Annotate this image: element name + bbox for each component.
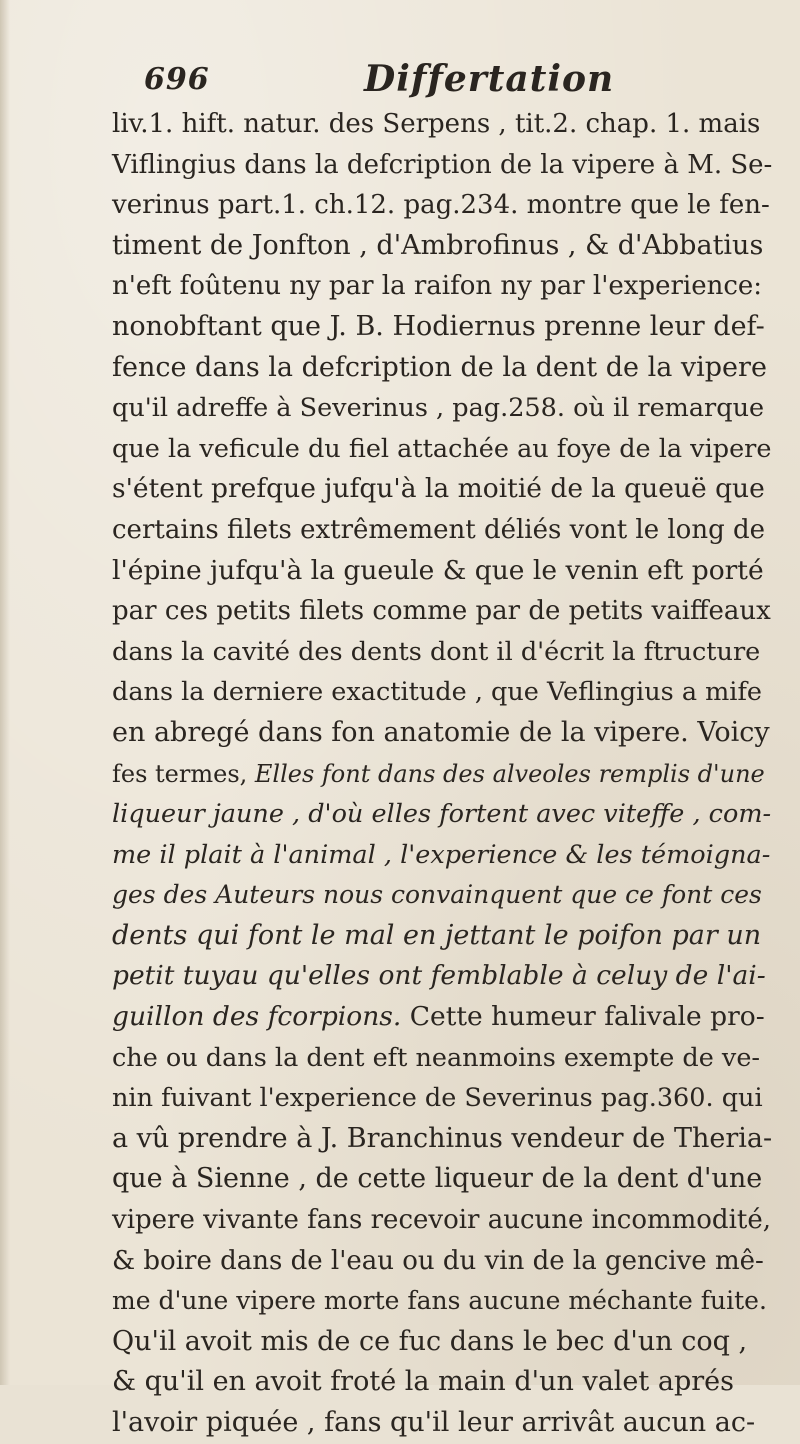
text-line-content: me d'une vipere morte fans aucune méchante fuite. bbox=[112, 1286, 767, 1316]
text-line bbox=[112, 591, 772, 632]
text-line-content: dents qui font le mal en jettant le poifon par un bbox=[112, 919, 762, 951]
text-line bbox=[112, 104, 772, 145]
text-line bbox=[112, 1119, 772, 1160]
text-line bbox=[112, 551, 772, 592]
text-line-content: nin fuivant l'experience de Severinus pag.360. qui bbox=[112, 1083, 763, 1114]
text-line bbox=[112, 145, 772, 186]
text-line-content: a vû prendre à J. Branchinus vendeur de Theria- bbox=[112, 1122, 773, 1154]
text-line bbox=[112, 348, 772, 389]
text-line bbox=[112, 1241, 772, 1282]
text-line bbox=[112, 1038, 772, 1079]
text-line bbox=[112, 713, 772, 754]
text-line bbox=[112, 1322, 772, 1363]
text-line-content: n'eft foûtenu ny par la raifon ny par l'experience: bbox=[112, 271, 763, 302]
text-line bbox=[112, 307, 772, 348]
text-line-content: s'étent prefque jufqu'à la moitié de la queuë que bbox=[112, 473, 765, 505]
text-line bbox=[112, 632, 772, 673]
text-line-content: guillon des fcorpions. bbox=[112, 1001, 402, 1033]
text-line-content: qu'il adreffe à Severinus , pag.258. où il remarque bbox=[112, 393, 765, 424]
text-line bbox=[112, 794, 772, 835]
text-line-content: & qu'il en avoit froté la main d'un valet aprés bbox=[112, 1366, 734, 1398]
text-line-content: Viflingius dans la defcription de la vipere à M. Se- bbox=[112, 149, 773, 180]
text-line-content: timent de Jonfton , d'Ambrofinus , & d'Abbatius bbox=[112, 229, 764, 261]
text-line bbox=[112, 1362, 772, 1403]
text-line-content: dans la cavité des dents dont il d'écrit la ftructure bbox=[112, 636, 761, 667]
text-line-content: l'épine jufqu'à la gueule & que le venin eft porté bbox=[112, 554, 764, 586]
text-line-content: liqueur jaune , d'où elles fortent avec viteffe , com- bbox=[112, 799, 772, 830]
text-line bbox=[112, 1078, 772, 1119]
text-line-content: que la veficule du fiel attachée au foye de la vipere bbox=[112, 433, 772, 464]
page-edge-shadow bbox=[0, 0, 10, 1385]
text-line-content: & boire dans de l'eau ou du vin de la gencive mê- bbox=[112, 1245, 764, 1276]
text-line-content: verinus part.1. ch.12. pag.234. montre que le fen- bbox=[112, 190, 770, 221]
text-line bbox=[112, 835, 772, 876]
text-line bbox=[112, 226, 772, 267]
text-line bbox=[112, 997, 772, 1038]
text-line-content: che ou dans la dent eft neanmoins exempte de ve- bbox=[112, 1042, 761, 1073]
text-line-content: nonobftant que J. B. Hodiernus prenne leur def- bbox=[112, 310, 765, 342]
text-line bbox=[112, 1159, 772, 1200]
text-line bbox=[112, 429, 772, 470]
page-number: 696 bbox=[144, 62, 210, 97]
text-line bbox=[112, 1281, 772, 1322]
text-line bbox=[112, 672, 772, 713]
text-line-content: par ces petits filets comme par de petits vaiffeaux bbox=[112, 596, 771, 627]
text-line-content: ges des Auteurs nous convainquent que ce font ces bbox=[112, 880, 762, 910]
body-text bbox=[112, 104, 772, 1444]
text-line-content: fes termes, bbox=[112, 759, 248, 788]
text-line bbox=[112, 956, 772, 997]
text-line-content: certains filets extrêmement déliés vont le long de bbox=[112, 514, 766, 545]
text-line-content: liv.1. hift. natur. des Serpens , tit.2. chap. 1. mais bbox=[112, 109, 761, 139]
text-line bbox=[112, 266, 772, 307]
text-line bbox=[112, 388, 772, 429]
text-line bbox=[112, 469, 772, 510]
text-line-content: petit tuyau qu'elles ont femblable à celuy de l'ai- bbox=[112, 960, 766, 992]
text-line bbox=[112, 754, 772, 795]
text-line bbox=[112, 916, 772, 957]
text-line bbox=[112, 510, 772, 551]
italic-quote-text: Elles font dans des alveoles remplis d'une bbox=[247, 759, 765, 788]
text-line-content: vipere vivante fans recevoir aucune incommodité, bbox=[112, 1205, 771, 1236]
text-line-content: que à Sienne , de cette liqueur de la dent d'une bbox=[112, 1163, 763, 1195]
text-line bbox=[112, 1403, 772, 1444]
running-title: Differtation bbox=[364, 58, 615, 100]
text-line bbox=[112, 185, 772, 226]
page-header bbox=[144, 58, 764, 102]
text-line bbox=[112, 875, 772, 916]
text-line-content: l'avoir piquée , fans qu'il leur arrivât aucun ac- bbox=[112, 1407, 756, 1438]
text-line-content: dans la derniere exactitude , que Veflingius a mife bbox=[112, 677, 762, 708]
text-line-content: Qu'il avoit mis de ce fuc dans le bec d'un coq , bbox=[112, 1325, 748, 1357]
text-line-content: fence dans la defcription de la dent de la vipere bbox=[112, 351, 767, 383]
text-line bbox=[112, 1200, 772, 1241]
text-line-content: me il plait à l'animal , l'experience & les témoigna- bbox=[112, 839, 771, 870]
roman-text: Cette humeur falivale pro- bbox=[401, 1001, 765, 1033]
text-line-content: en abregé dans fon anatomie de la vipere. Voicy bbox=[112, 716, 770, 748]
